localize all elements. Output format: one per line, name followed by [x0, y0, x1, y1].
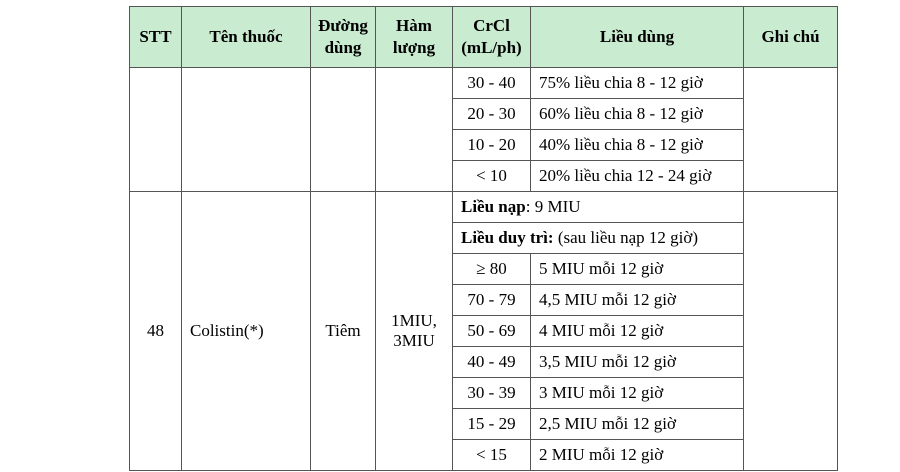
dose-cell: 5 MIU mỗi 12 giờ [531, 254, 744, 285]
prev-route-cell [311, 68, 376, 192]
dose-cell: 60% liều chia 8 - 12 giờ [531, 99, 744, 130]
crcl-cell: ≥ 80 [453, 254, 531, 285]
notes-cell [744, 192, 838, 471]
drug-name-cell: Colistin(*) [182, 192, 311, 471]
maintenance-dose-cell [453, 223, 744, 254]
stt-cell: 48 [130, 192, 182, 471]
dose-cell: 20% liều chia 12 - 24 giờ [531, 161, 744, 192]
dose-cell: 4,5 MIU mỗi 12 giờ [531, 285, 744, 316]
loading-dose-label: Liều nạp [461, 197, 526, 216]
dose-cell: 75% liều chia 8 - 12 giờ [531, 68, 744, 99]
dose-cell: 4 MIU mỗi 12 giờ [531, 316, 744, 347]
header-dosage: Liều dùng [531, 7, 744, 68]
dosage-table [129, 6, 838, 471]
dose-cell: 3,5 MIU mỗi 12 giờ [531, 347, 744, 378]
crcl-cell: 70 - 79 [453, 285, 531, 316]
loading-dose-value: : 9 MIU [525, 197, 581, 216]
prev-stt-cell [130, 68, 182, 192]
table-row [130, 68, 838, 99]
maintenance-dose-label: Liều duy trì: [461, 228, 554, 247]
header-route: Đường dùng [311, 7, 376, 68]
header-strength: Hàm lượng [376, 7, 453, 68]
dose-cell: 3 MIU mỗi 12 giờ [531, 378, 744, 409]
route-cell: Tiêm [311, 192, 376, 471]
header-drug-name: Tên thuốc [182, 7, 311, 68]
strength-line: 1MIU, [391, 311, 437, 330]
loading-dose-cell [453, 192, 744, 223]
strength-line: 3MIU [393, 331, 435, 350]
prev-drug-name-cell [182, 68, 311, 192]
crcl-cell: 30 - 39 [453, 378, 531, 409]
crcl-cell: 20 - 30 [453, 99, 531, 130]
crcl-cell: 50 - 69 [453, 316, 531, 347]
maintenance-dose-note: (sau liều nạp 12 giờ) [553, 228, 699, 247]
strength-cell [376, 192, 453, 471]
header-stt: STT [130, 7, 182, 68]
crcl-cell: < 15 [453, 440, 531, 471]
header-crcl: CrCl (mL/ph) [453, 7, 531, 68]
dose-cell: 40% liều chia 8 - 12 giờ [531, 130, 744, 161]
crcl-cell: 40 - 49 [453, 347, 531, 378]
crcl-cell: < 10 [453, 161, 531, 192]
header-notes: Ghi chú [744, 7, 838, 68]
crcl-cell: 15 - 29 [453, 409, 531, 440]
header-row [130, 7, 838, 68]
crcl-cell: 10 - 20 [453, 130, 531, 161]
prev-strength-cell [376, 68, 453, 192]
dose-cell: 2,5 MIU mỗi 12 giờ [531, 409, 744, 440]
crcl-cell: 30 - 40 [453, 68, 531, 99]
table-row [130, 192, 838, 223]
prev-notes-cell [744, 68, 838, 192]
dose-cell: 2 MIU mỗi 12 giờ [531, 440, 744, 471]
